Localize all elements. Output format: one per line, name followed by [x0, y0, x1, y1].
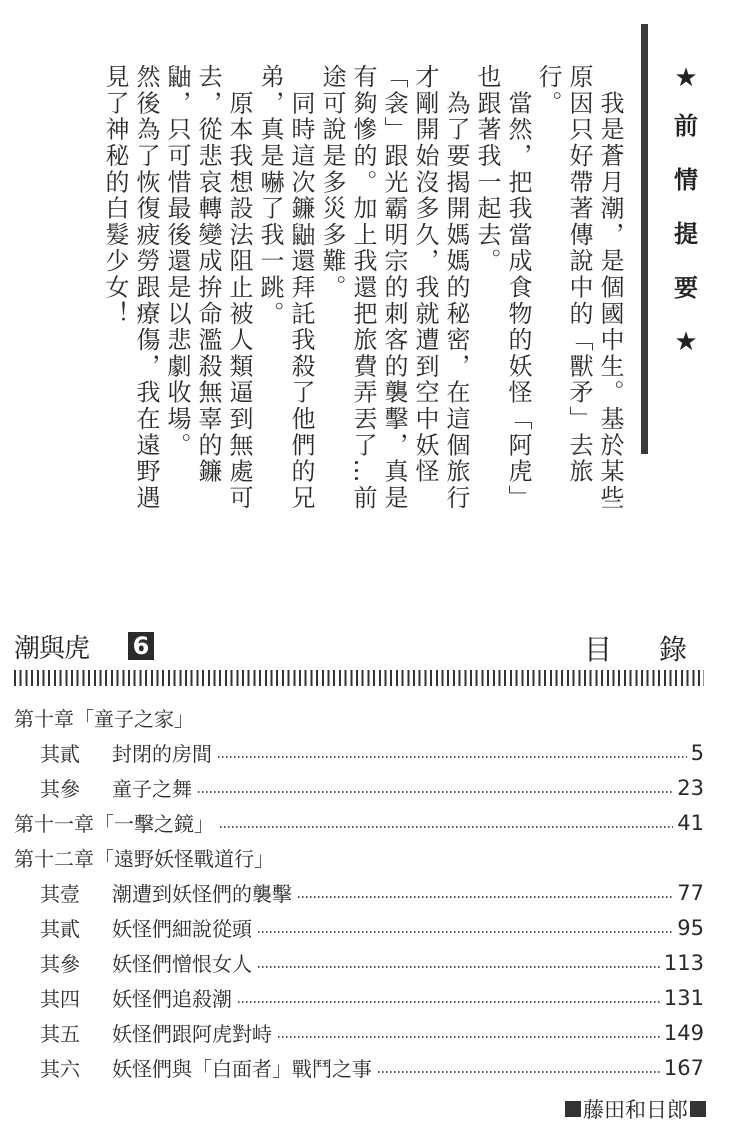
synopsis-column: 鼬，只可惜最後還是以悲劇收場。	[163, 64, 191, 459]
dot-leader	[278, 1036, 660, 1038]
toc-entry-page: 113	[663, 950, 704, 975]
toc-entry-title: 童子之舞	[112, 777, 192, 801]
synopsis-column: 「衾」跟光霸明宗的刺客的襲擊，真是	[380, 64, 408, 512]
toc-header	[14, 628, 714, 668]
synopsis-column: 才剛開始沒多久，我就遭到空中妖怪	[411, 64, 439, 485]
synopsis-column: 原本我想設法阻止被人類逼到無處可	[225, 64, 253, 512]
toc-label: 目	[584, 633, 613, 666]
toc-section[interactable]	[14, 735, 704, 770]
toc-entry-number: 其貳	[40, 742, 80, 766]
toc-entry-page: 23	[677, 775, 704, 800]
toc-entry-page: 95	[677, 915, 704, 940]
recap-heading	[666, 63, 706, 357]
toc-entry-title: 封閉的房間	[112, 742, 212, 766]
heading-char: 提	[674, 220, 698, 248]
book-title: 潮與虎	[14, 634, 90, 664]
toc-section[interactable]	[14, 770, 704, 805]
toc-entry-number: 其參	[40, 952, 80, 976]
dot-leader	[378, 1071, 660, 1073]
heading-char: 要	[674, 274, 698, 302]
toc-entry-page: 77	[677, 880, 704, 905]
synopsis-column: 見了神秘的白髮少女！	[101, 64, 129, 327]
toc-label: 錄	[659, 633, 688, 666]
toc-entry-number: 其壹	[40, 882, 80, 906]
volume-badge: 6	[128, 632, 154, 660]
synopsis-column: 去，從悲哀轉變成拚命濫殺無辜的鐮	[194, 64, 222, 485]
toc-entry-number: 其貳	[40, 917, 80, 941]
synopsis-column: 然後為了恢復疲勞跟療傷，我在遠野遇	[132, 64, 160, 512]
toc-entry-title: 妖怪們細說從頭	[112, 917, 252, 941]
toc-entry-title: 第十二章「遠野妖怪戰道行」	[14, 847, 274, 871]
synopsis-column: 原因只好帶著傳說中的「獸矛」去旅	[565, 64, 593, 485]
toc-entry-title: 妖怪們憎恨女人	[112, 952, 252, 976]
dot-leader	[220, 826, 673, 828]
synopsis-column: 途可說是多災多難。	[318, 64, 346, 301]
toc-entry-title: 第十一章「一擊之鏡」	[14, 812, 214, 836]
star-icon: ★	[674, 327, 698, 357]
heading-char: 情	[674, 166, 698, 194]
author-name: 藤田和日郎	[583, 1098, 688, 1122]
toc-entry-title: 妖怪們與「白面者」戰鬥之事	[112, 1057, 372, 1081]
toc-entry-page: 167	[663, 1055, 704, 1080]
synopsis-column: 當然，把我當成食物的妖怪「阿虎」	[504, 64, 532, 512]
dot-leader	[258, 966, 660, 968]
toc-entry-title: 妖怪們追殺潮	[112, 987, 232, 1011]
synopsis-column: 同時這次鐮鼬還拜託我殺了他們的兄	[287, 64, 315, 512]
toc-chapter[interactable]	[14, 805, 704, 840]
synopsis-column: 有夠慘的。加上我還把旅費弄丟了…前	[349, 64, 377, 512]
author-credit	[565, 1094, 706, 1124]
toc-chapter[interactable]	[14, 700, 704, 735]
toc-section[interactable]	[14, 910, 704, 945]
toc-entry-page: 149	[663, 1020, 704, 1045]
synopsis-column: 行。	[534, 64, 562, 117]
toc-entry-title: 潮遭到妖怪們的襲擊	[112, 882, 292, 906]
toc-section[interactable]	[14, 945, 704, 980]
toc-list	[14, 700, 704, 1085]
vertical-divider	[641, 24, 648, 454]
toc-entry-number: 其四	[40, 987, 80, 1011]
heading-char: 前	[674, 112, 698, 140]
dot-leader	[198, 791, 673, 793]
synopsis-text	[60, 28, 624, 512]
toc-entry-number: 其五	[40, 1022, 80, 1046]
dot-leader	[238, 1001, 660, 1003]
toc-entry-number: 其六	[40, 1057, 80, 1081]
toc-entry-title: 妖怪們跟阿虎對峙	[112, 1022, 272, 1046]
toc-section[interactable]	[14, 1050, 704, 1085]
toc-section[interactable]	[14, 1015, 704, 1050]
synopsis-column: 我是蒼月潮，是個國中生。基於某些	[596, 64, 624, 512]
square-icon	[565, 1101, 581, 1117]
synopsis-column: 也跟著我一起去。	[473, 64, 501, 275]
toc-chapter[interactable]	[14, 840, 704, 875]
dot-leader	[298, 896, 673, 898]
toc-section[interactable]	[14, 980, 704, 1015]
striped-rule	[14, 670, 704, 686]
synopsis-column: 弟，真是嚇了我一跳。	[256, 64, 284, 327]
toc-entry-title: 第十章「童子之家」	[14, 707, 194, 731]
synopsis-column: 為了要揭開媽媽的秘密，在這個旅行	[442, 64, 470, 512]
square-icon	[690, 1101, 706, 1117]
dot-leader	[258, 931, 673, 933]
toc-entry-number: 其參	[40, 777, 80, 801]
toc-entry-page: 131	[663, 985, 704, 1010]
toc-section[interactable]	[14, 875, 704, 910]
star-icon: ★	[674, 63, 698, 93]
toc-entry-page: 41	[677, 810, 704, 835]
toc-entry-page: 5	[690, 740, 704, 765]
dot-leader	[218, 756, 687, 758]
